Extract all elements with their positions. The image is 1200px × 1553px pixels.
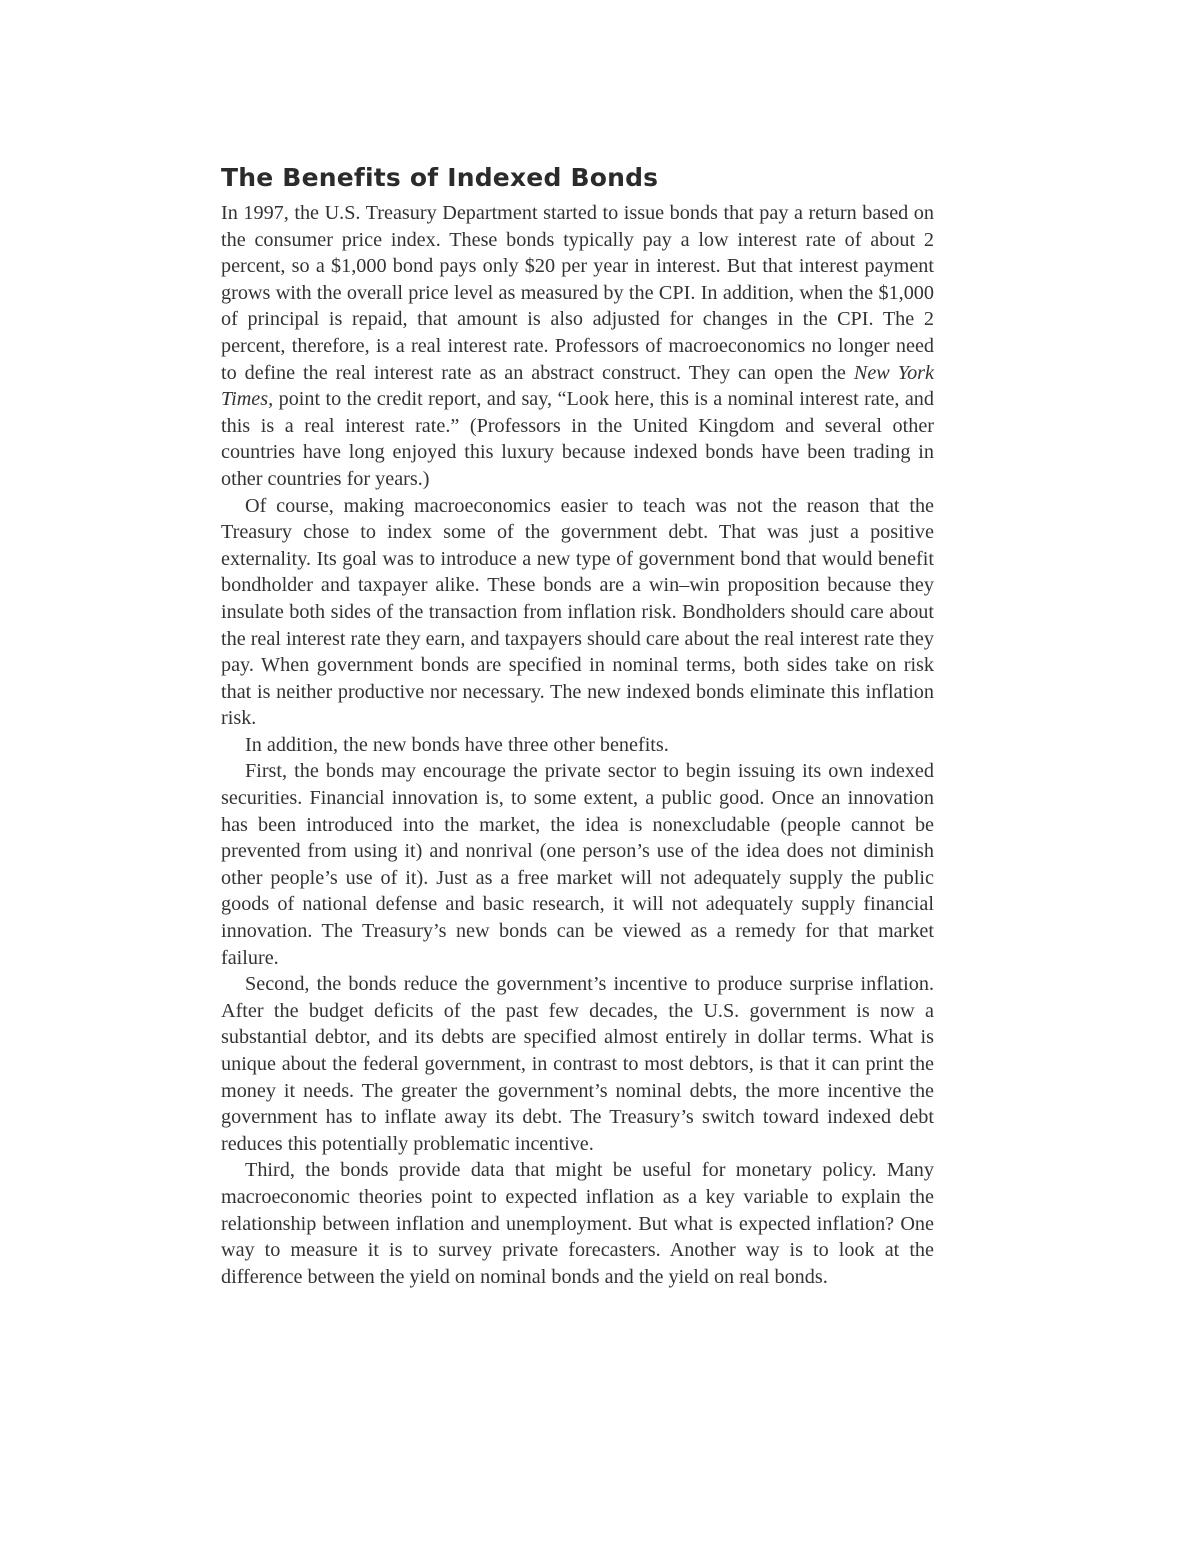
paragraph-3: In addition, the new bonds have three other benefits. bbox=[245, 733, 669, 756]
paragraph-4: First, the bonds may encourage the private sector to begin issuing its own indexed securities. Financial innovation is, to some extent, a public good. Once an innovation has been introduced into the market, the idea is nonexcludable (people cannot be prevented from using it) and nonrival (one person’s use of the idea does not diminish other people’s use of it). Just as a free market will not adequately supply the public goods of national defense and basic research, it will not adequately supply financial innovation. The Treasury’s new bonds can be viewed as a remedy for that market failure. bbox=[221, 760, 934, 969]
paragraph-1 bbox=[221, 200, 934, 493]
document-page bbox=[221, 160, 934, 1290]
article-body bbox=[221, 200, 934, 1290]
section-title: The Benefits of Indexed Bonds bbox=[221, 163, 659, 192]
paragraph-1-part-b: point to the credit report, and say, “Look here, this is a nominal interest rate, and this is a real interest rate.” (Professors in the United Kingdom and several other countries have long enjoyed this luxury because indexed bonds have been trading in other countries for years.) bbox=[221, 388, 934, 490]
paragraph-5: Second, the bonds reduce the government’s incentive to produce surprise inflation. After the budget deficits of the past few decades, the U.S. government is now a substantial debtor, and its debts are specified almost entirely in dollar terms. What is unique about the federal government, in contrast to most debtors, is that it can print the money it needs. The greater the government’s nominal debts, the more incentive the government has to inflate away its debt. The Treasury’s switch toward indexed debt reduces this potentially problematic incentive. bbox=[221, 973, 934, 1155]
paragraph-6: Third, the bonds provide data that might be useful for monetary policy. Many macroeconomic theories point to expected inflation as a key variable to explain the relationship between inflation and unemployment. But what is expected inflation? One way to measure it is to survey private forecasters. Another way is to look at the difference between the yield on nominal bonds and the yield on real bonds. bbox=[221, 1159, 934, 1288]
paragraph-2: Of course, making macroeconomics easier to teach was not the reason that the Treasury chose to index some of the government debt. That was just a positive externality. Its goal was to introduce a new type of government bond that would benefit bondholder and taxpayer alike. These bonds are a win–win proposition because they insulate both sides of the transaction from inflation risk. Bondholders should care about the real interest rate they earn, and taxpayers should care about the real interest rate they pay. When government bonds are specified in nominal terms, both sides take on risk that is neither productive nor necessary. The new indexed bonds eliminate this inflation risk. bbox=[221, 494, 934, 730]
paragraph-1-part-a: In 1997, the U.S. Treasury Department started to issue bonds that pay a return based on the consumer price index. These bonds typically pay a low interest rate of about 2 percent, so a $1,000 bond pays only $20 per year in interest. But that interest payment grows with the overall price level as measured by the CPI. In addition, when the $1,000 of principal is repaid, that amount is also adjusted for changes in the CPI. The 2 percent, therefore, is a real interest rate. Professors of macroeconomics no longer need to define the real interest rate as an abstract construct. They can open the bbox=[221, 202, 934, 384]
newspaper-title: New York Times, bbox=[221, 361, 934, 411]
